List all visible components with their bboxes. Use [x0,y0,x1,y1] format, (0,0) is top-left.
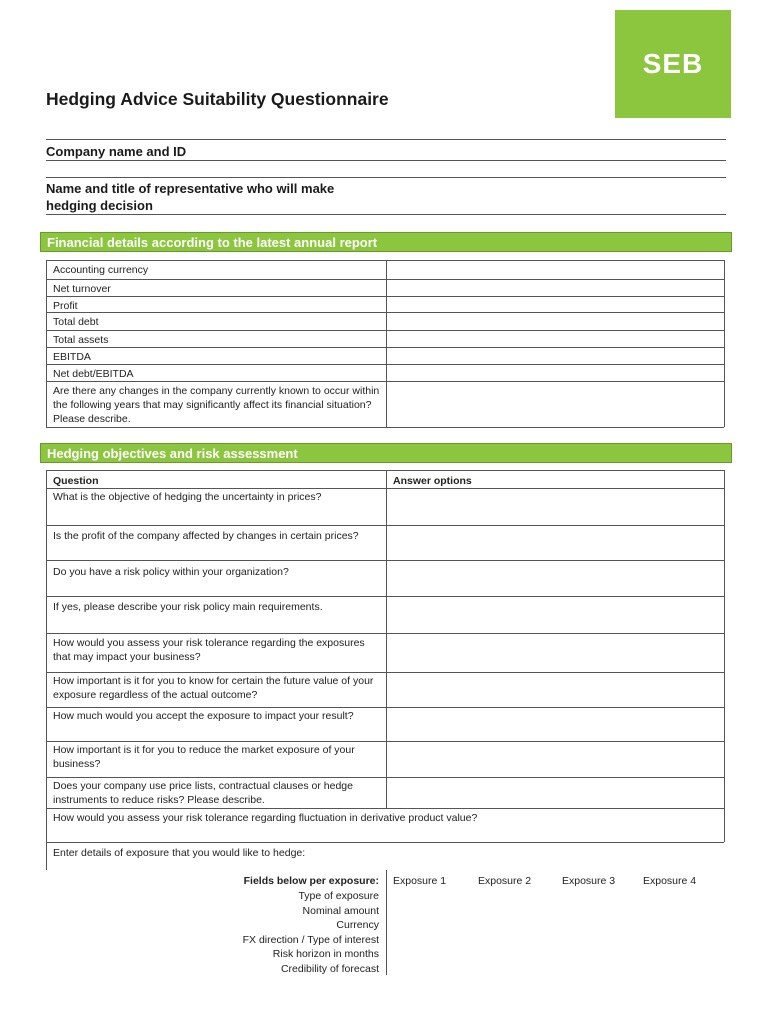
financial-row-label: EBITDA [53,351,91,363]
exposure-field-label: FX direction / Type of interest [242,933,379,946]
question-text: Is the profit of the company affected by changes in certain prices? [53,530,359,542]
objectives-section-heading: Hedging objectives and risk assessment [40,443,732,463]
exposure-field-label: Credibility of forecast [280,963,379,975]
financial-row-value[interactable] [388,280,722,295]
exposure-column-3[interactable]: Exposure 3 [562,875,616,887]
question-column-header: Question [53,475,99,487]
question-text: Does your company use price lists, contractual clauses or hedge instruments to reduce risks? Please describe. [53,780,353,806]
financial-row-label: Accounting currency [53,264,149,276]
company-name-field[interactable]: Company name and ID [46,144,187,159]
divider [46,177,726,178]
exposure-column-1[interactable]: Exposure 1 [393,875,447,887]
exposure-field-label: Risk horizon in months [272,948,379,961]
financial-row-value[interactable] [388,382,722,426]
divider [46,214,726,215]
exposure-column-4[interactable]: Exposure 4 [643,875,697,887]
financial-row-value[interactable] [388,348,722,363]
answer-field[interactable] [388,778,722,807]
table-rule [46,470,47,842]
question-text: How important is it for you to reduce the market exposure of your business? [53,744,355,770]
table-rule [46,842,724,843]
financial-row-label: Profit [53,300,78,312]
table-rule [46,808,724,809]
financial-row-label: Are there any changes in the company currently known to occur within the following years that may significantly affect its financial situation? Please describe. [53,385,380,425]
question-text: How would you assess your risk tolerance regarding the exposures that may impact your business? [53,637,365,663]
table-rule [386,260,387,427]
question-text: What is the objective of hedging the uncertainty in prices? [53,491,322,503]
question-text: How would you assess your risk tolerance regarding fluctuation in derivative product value? [53,812,478,824]
exposure-column-2[interactable]: Exposure 2 [478,875,532,887]
answer-field[interactable] [388,489,722,524]
divider [46,160,726,161]
answer-field[interactable] [53,825,713,839]
answer-field[interactable] [388,597,722,632]
question-text: If yes, please describe your risk policy main requirements. [53,601,323,613]
page-title: Hedging Advice Suitability Questionnaire [46,89,389,109]
financial-section-heading: Financial details according to the latest annual report [40,232,732,252]
financial-row-label: Net debt/EBITDA [53,368,134,380]
exposure-field-label: Type of exposure [298,890,379,902]
table-rule [724,260,725,427]
table-rule [46,427,724,428]
table-rule [386,870,387,975]
answer-field[interactable] [388,634,722,671]
exposure-intro: Enter details of exposure that you would like to hedge: [53,847,306,859]
representative-field[interactable]: Name and title of representative who will make hedging decision [46,181,335,213]
exposure-field-label: Nominal amount [302,904,379,917]
financial-row-value[interactable] [388,261,722,278]
answer-field[interactable] [388,526,722,559]
financial-row-value[interactable] [388,331,722,346]
financial-row-label: Total debt [53,316,99,328]
table-rule [46,842,47,870]
financial-row-label: Total assets [53,334,109,346]
financial-row-label: Net turnover [53,283,111,295]
answer-column-header: Answer options [393,475,472,487]
question-text: How much would you accept the exposure to impact your result? [53,710,354,722]
financial-row-value[interactable] [388,313,722,329]
table-rule [46,260,47,427]
question-text: How important is it for you to know for certain the future value of your exposure regardless of the actual outcome? [53,675,374,701]
answer-field[interactable] [388,673,722,706]
exposure-field-label: Currency [336,919,379,932]
question-text: Do you have a risk policy within your organization? [53,566,289,578]
answer-field[interactable] [388,561,722,595]
divider [46,139,726,140]
answer-field[interactable] [388,742,722,776]
table-rule [724,470,725,842]
logo-text: SEB [642,48,704,79]
divider [46,470,724,471]
financial-row-value[interactable] [388,365,722,380]
fields-heading: Fields below per exposure: [243,875,379,887]
financial-row-value[interactable] [388,297,722,311]
table-rule [386,470,387,808]
answer-field[interactable] [388,708,722,740]
seb-logo [615,10,731,118]
